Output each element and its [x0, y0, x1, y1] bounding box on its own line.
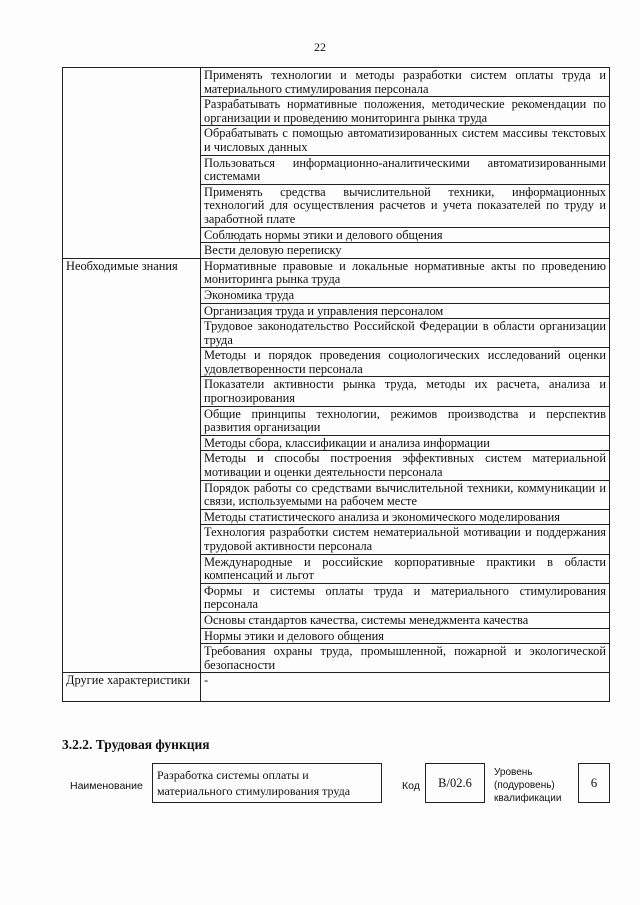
- knowledge-item: Основы стандартов качества, системы менеджмента качества: [201, 612, 610, 628]
- knowledge-item: Трудовое законодательство Российской Федерации в области организации труда: [201, 319, 610, 348]
- knowledge-item: Экономика труда: [201, 287, 610, 303]
- knowledge-item: Общие принципы технологии, режимов производства и перспектив развития организации: [201, 406, 610, 435]
- code-label: Код: [402, 780, 420, 792]
- skills-item: Пользоваться информационно-аналитическими автоматизированными системами: [201, 155, 610, 184]
- other-label: Другие характеристики: [63, 673, 201, 702]
- knowledge-item: Технология разработки систем нематериальной мотивации и поддержания трудовой активности персонала: [201, 525, 610, 554]
- code-box: B/02.6: [425, 763, 485, 803]
- knowledge-item: Организация труда и управления персоналом: [201, 303, 610, 319]
- knowledge-item: Порядок работы со средствами вычислительной техники, коммуникации и связи, используемыми на рабочем месте: [201, 480, 610, 509]
- knowledge-item: Требования охраны труда, промышленной, пожарной и экологической безопасности: [201, 644, 610, 673]
- knowledge-item: Показатели активности рынка труда, методы их расчета, анализа и прогнозирования: [201, 377, 610, 406]
- function-name-box: Разработка системы оплаты и материального стимулирования труда: [152, 763, 382, 803]
- skills-label: [63, 68, 201, 259]
- knowledge-item: Международные и российские корпоративные практики в области компенсаций и льгот: [201, 554, 610, 583]
- other-value: -: [201, 673, 610, 702]
- knowledge-item: Формы и системы оплаты труда и материального стимулирования персонала: [201, 583, 610, 612]
- level-box: 6: [578, 763, 610, 803]
- skills-item: Соблюдать нормы этики и делового общения: [201, 227, 610, 243]
- skills-item: Вести деловую переписку: [201, 243, 610, 259]
- level-label: Уровень (подуровень) квалификации: [494, 767, 562, 804]
- knowledge-row: [63, 258, 610, 287]
- knowledge-item: Методы и способы построения эффективных систем материальной мотивации и оценки деятельности персонала: [201, 451, 610, 480]
- skills-item: Разрабатывать нормативные положения, методические рекомендации по организации и проведению мониторинга рынка труда: [201, 97, 610, 126]
- page-number: 22: [314, 40, 326, 54]
- knowledge-item: Нормативные правовые и локальные нормативные акты по проведению мониторинга рынка труда: [201, 258, 610, 287]
- knowledge-item: Методы статистического анализа и экономического моделирования: [201, 509, 610, 525]
- section-heading: 3.2.2. Трудовая функция: [62, 737, 210, 752]
- other-row: [63, 673, 610, 702]
- skills-item: Применять технологии и методы разработки систем оплаты труда и материального стимулирования персонала: [201, 68, 610, 97]
- skills-row: [63, 68, 610, 97]
- name-label: Наименование: [70, 780, 143, 792]
- knowledge-item: Методы и порядок проведения социологических исследований оценки удовлетворенности персонала: [201, 348, 610, 377]
- requirements-table: [62, 67, 610, 702]
- skills-item: Обрабатывать с помощью автоматизированных систем массивы текстовых и числовых данных: [201, 126, 610, 155]
- skills-item: Применять средства вычислительной техники, информационных технологий для осуществления расчетов и учета показателей по труду и заработной плате: [201, 184, 610, 227]
- knowledge-item: Нормы этики и делового общения: [201, 628, 610, 644]
- knowledge-label: Необходимые знания: [63, 258, 201, 673]
- knowledge-item: Методы сбора, классификации и анализа информации: [201, 435, 610, 451]
